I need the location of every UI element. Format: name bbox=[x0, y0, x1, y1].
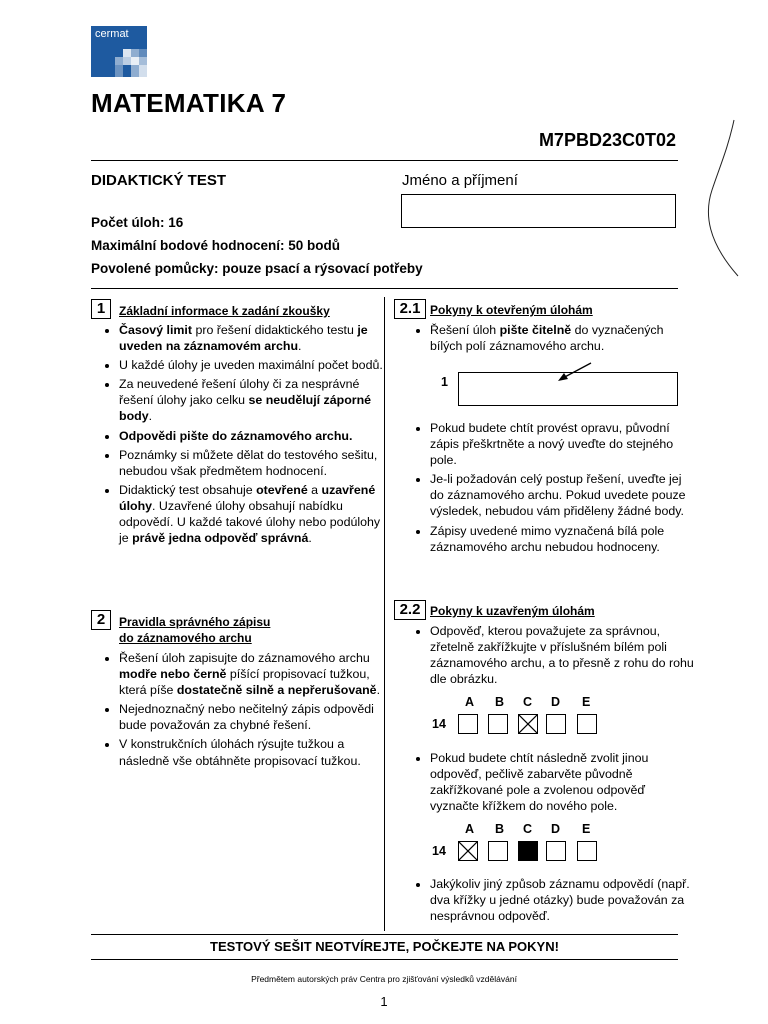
section-2-list bbox=[105, 650, 387, 772]
bullet-item: • Pokud budete chtít následně zvolit jinou odpověď, pečlivě zabarvěte původně zakřížkované pole a zvolenou odpověď vyznačte křížkem do nového pole. bbox=[430, 750, 696, 814]
allowed-aids: Povolené pomůcky: pouze psací a rýsovací potřeby bbox=[91, 261, 423, 276]
bullet-item: • Časový limit pro řešení didaktického testu je uveden na záznamovém archu. bbox=[119, 322, 387, 354]
closed-task-example-number: 14 bbox=[432, 717, 446, 731]
bullet-item: • Odpověď, kterou považujete za správnou, zřetelně zakřížkujte v příslušném bílém poli záznamového archu, a to přesně z rohu do rohu dle obrázku. bbox=[430, 623, 696, 687]
section-2-1-number: 2.1 bbox=[394, 299, 426, 319]
bullet-item: • Je-li požadován celý postup řešení, uveďte jej do záznamového archu. Pokud uvedete pouze výsledek, nebudou vám přiděleny žádné body. bbox=[430, 471, 696, 519]
letter-b: B bbox=[495, 695, 505, 709]
closed-task-example-number-2: 14 bbox=[432, 844, 446, 858]
bullet-item: • Jakýkoliv jiný způsob záznamu odpovědí (např. dva křížky u jedné otázky) bude považován za nesprávnou odpověď. bbox=[430, 876, 696, 924]
bullet-item: • Řešení úloh pište čitelně do vyznačených bílých polí záznamového archu. bbox=[430, 322, 696, 354]
name-label: Jméno a příjmení bbox=[402, 172, 518, 189]
section-2-2-list-3 bbox=[416, 876, 696, 927]
answer-box-e-2 bbox=[577, 841, 597, 861]
name-field[interactable] bbox=[401, 194, 676, 228]
cermat-logo bbox=[91, 26, 147, 77]
answer-box-e bbox=[577, 714, 597, 734]
divider-top bbox=[91, 160, 678, 161]
document-title: MATEMATIKA 7 bbox=[91, 88, 287, 118]
cross-mark-icon bbox=[518, 714, 538, 734]
letter-a-2: A bbox=[465, 822, 475, 836]
section-2-title-line2: do záznamového archu bbox=[119, 631, 252, 645]
bullet-item: • Odpovědi pište do záznamového archu. bbox=[119, 428, 387, 444]
letter-d: D bbox=[551, 695, 561, 709]
letter-c-2: C bbox=[523, 822, 533, 836]
bullet-item: • Didaktický test obsahuje otevřené a uzavřené úlohy. Uzavřené úlohy obsahují nabídku odpovědí. U každé takové úlohy nebo podúlohy je právě jedna odpověď správná. bbox=[119, 482, 387, 546]
arrow-icon bbox=[555, 361, 595, 385]
bullet-item: • Poznámky si můžete dělat do testového sešitu, nebudou však předmětem hodnocení. bbox=[119, 447, 387, 479]
section-2-1-list-first bbox=[416, 322, 696, 357]
page-number: 1 bbox=[380, 994, 388, 1009]
tasks-count: Počet úloh: 16 bbox=[91, 215, 184, 230]
answer-box-c-crossed bbox=[518, 714, 538, 734]
section-2-2-number: 2.2 bbox=[394, 600, 426, 620]
bullet-item: • Zápisy uvedené mimo vyznačená bílá pole záznamového archu nebudou hodnoceny. bbox=[430, 523, 696, 555]
section-2-number: 2 bbox=[91, 610, 111, 630]
bullet-item: • Za neuvedené řešení úlohy či za nesprávné řešení úlohy jako celku se neudělují záporné body. bbox=[119, 376, 387, 424]
answer-box-d bbox=[546, 714, 566, 734]
answer-box-b-2 bbox=[488, 841, 508, 861]
divider-middle bbox=[91, 288, 678, 289]
cross-mark-icon bbox=[458, 841, 478, 861]
answer-box-d-2 bbox=[546, 841, 566, 861]
bullet-item: • Nejednoznačný nebo nečitelný zápis odpovědi bude považován za chybné řešení. bbox=[119, 701, 387, 733]
answer-box-b bbox=[488, 714, 508, 734]
bullet-item: • Řešení úloh zapisujte do záznamového archu modře nebo černě píšící propisovací tužkou, která píše dostatečně silně a nepřerušovaně. bbox=[119, 650, 387, 698]
letter-c: C bbox=[523, 695, 533, 709]
pen-stroke-mark bbox=[698, 118, 740, 280]
copyright-note: Předmětem autorských práv Centra pro zjišťování výsledků vzdělávání bbox=[251, 974, 517, 984]
answer-box-a-crossed bbox=[458, 841, 478, 861]
section-1-number: 1 bbox=[91, 299, 111, 319]
answer-box-c-filled bbox=[518, 841, 538, 861]
do-not-open-notice: TESTOVÝ SEŠIT NEOTVÍREJTE, POČKEJTE NA POKYN! bbox=[91, 934, 678, 960]
letter-d-2: D bbox=[551, 822, 561, 836]
bullet-item: • V konstrukčních úlohách rýsujte tužkou a následně vše obtáhněte propisovací tužkou. bbox=[119, 736, 387, 768]
letter-b-2: B bbox=[495, 822, 505, 836]
open-task-example-number: 1 bbox=[441, 375, 448, 389]
section-2-2-title: Pokyny k uzavřeným úlohám bbox=[430, 604, 595, 618]
section-1-title: Základní informace k zadání zkoušky bbox=[119, 304, 330, 318]
max-score: Maximální bodové hodnocení: 50 bodů bbox=[91, 238, 341, 253]
section-2-2-list-1 bbox=[416, 623, 696, 690]
bullet-item: • Pokud budete chtít provést opravu, původní zápis přeškrtněte a nový uveďte do stejného pole. bbox=[430, 420, 696, 468]
logo-text: cermat bbox=[95, 28, 129, 40]
answer-box-a bbox=[458, 714, 478, 734]
bullet-item: • U každé úlohy je uveden maximální počet bodů. bbox=[119, 357, 387, 373]
section-2-title-line1: Pravidla správného zápisu bbox=[119, 615, 271, 629]
letter-e: E bbox=[582, 695, 591, 709]
letter-e-2: E bbox=[582, 822, 591, 836]
section-1-list bbox=[105, 322, 387, 549]
test-code: M7PBD23C0T02 bbox=[538, 130, 676, 150]
test-type-heading: DIDAKTICKÝ TEST bbox=[91, 172, 226, 189]
section-2-2-list-2 bbox=[416, 750, 696, 817]
section-2-1-title: Pokyny k otevřeným úlohám bbox=[430, 303, 593, 317]
section-2-1-list bbox=[416, 420, 696, 558]
letter-a: A bbox=[465, 695, 475, 709]
